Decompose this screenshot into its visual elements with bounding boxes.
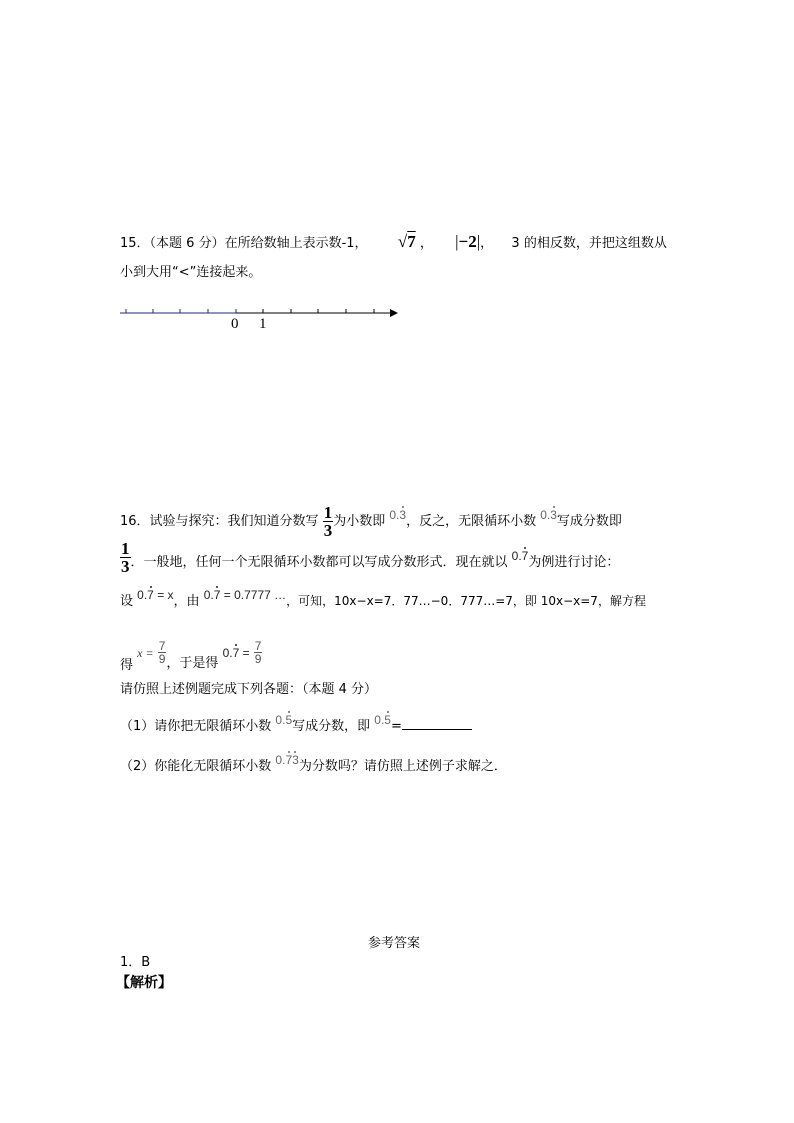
repeating-decimal-0-7: 0.7 [511,549,529,563]
fraction-seven-ninths [254,640,263,665]
q16-text: ，反之，无限循环小数 [406,514,537,529]
equation-rhs: = 0.7777 … [223,588,287,602]
q16-text: ．一般地，任何一个无限循环小数都可以写成分数形式．现在就以 [130,555,508,570]
q16-instruction: 请仿照上述例题完成下列各题：（本题 4 分） [120,682,378,697]
repeating-decimal-0-3: 0.3 [389,508,407,522]
denominator: 3 [323,521,333,540]
equals-sign: = [390,719,402,734]
comma: ， [419,236,433,251]
sqrt-radicand: 7 [407,232,416,251]
q16-text: 为例进行讨论： [528,555,620,570]
q16-text: 为小数即 [333,514,386,529]
comma: ， [480,236,494,251]
equation-set-x: 0.7 = x [137,588,174,602]
question-points: （本题 6 分） [149,236,225,251]
x-equals: x = [137,646,154,660]
q16-text: ，由 [173,594,200,609]
equals-sign: = [242,646,250,660]
q16-sub1 [120,713,472,735]
answer-item-1: 1．B [120,955,151,970]
analysis-heading: 【解析】 [116,975,172,991]
q16-text: 试验与探究：我们知道分数写 [149,514,319,529]
q16-text: 写成分数，即 [292,719,371,734]
q16-text: ，可知，10x−x=7．77…−0．777…=7，即 10x−x=7，解方程 [286,594,646,608]
repeating-decimal-0-7: 0.7 = [222,646,250,660]
q16-text: 为分数吗？请仿照上述例子求解之． [298,759,507,774]
q16-text: 写成分数即 [556,514,622,529]
q16-text: 得 [120,658,134,673]
q16-line3 [120,588,646,610]
number-line-label-1: 1 [259,316,267,332]
repeating-decimal-0-73: 0.73 [275,753,299,767]
equation-expansion: 0.7 = 0.7777 … [203,588,287,602]
denominator: 9 [158,652,166,666]
denominator: 9 [254,652,262,666]
denominator: 3 [121,557,130,576]
absolute-value: |−2| [455,232,481,251]
question-number: 16． [120,514,150,529]
q16-text: ，于是得 [166,656,219,671]
q16-text: 设 [120,594,134,609]
abs-inner: −2 [458,232,477,251]
number-line-label-0: 0 [231,316,239,332]
repeating-decimal-0-5: 0.5 [374,713,391,727]
numerator: 7 [254,639,262,653]
q16-line2 [120,540,619,575]
q15-text: 3 的相反数，并把这组数从 [511,236,667,251]
q16-line1 [120,504,622,539]
q15-line2: 小到大用“<”连接起来。 [120,265,262,280]
numerator: 1 [121,539,130,558]
numerator: 7 [158,639,166,653]
answers-title: 参考答案 [368,936,421,951]
fraction-one-third [323,504,334,539]
fraction-one-third [120,540,131,575]
question-number: 15． [120,236,150,251]
q15-line1 [120,234,667,252]
answer-blank[interactable] [402,717,472,730]
sub-question-label: （1）请你把无限循环小数 [120,719,272,734]
repeating-decimal-0-5: 0.5 [275,713,293,727]
q16-sub2 [120,753,507,775]
sub-question-label: （2）你能化无限循环小数 [120,759,272,774]
numerator: 1 [323,503,333,522]
repeating-decimal-0-3: 0.3 [540,508,557,522]
q15-text: 在所给数轴上表示数-1， [224,236,368,251]
sqrt-seven: √7 [397,232,416,251]
q16-line4 [120,639,262,673]
equation-rhs: = x [157,588,174,602]
